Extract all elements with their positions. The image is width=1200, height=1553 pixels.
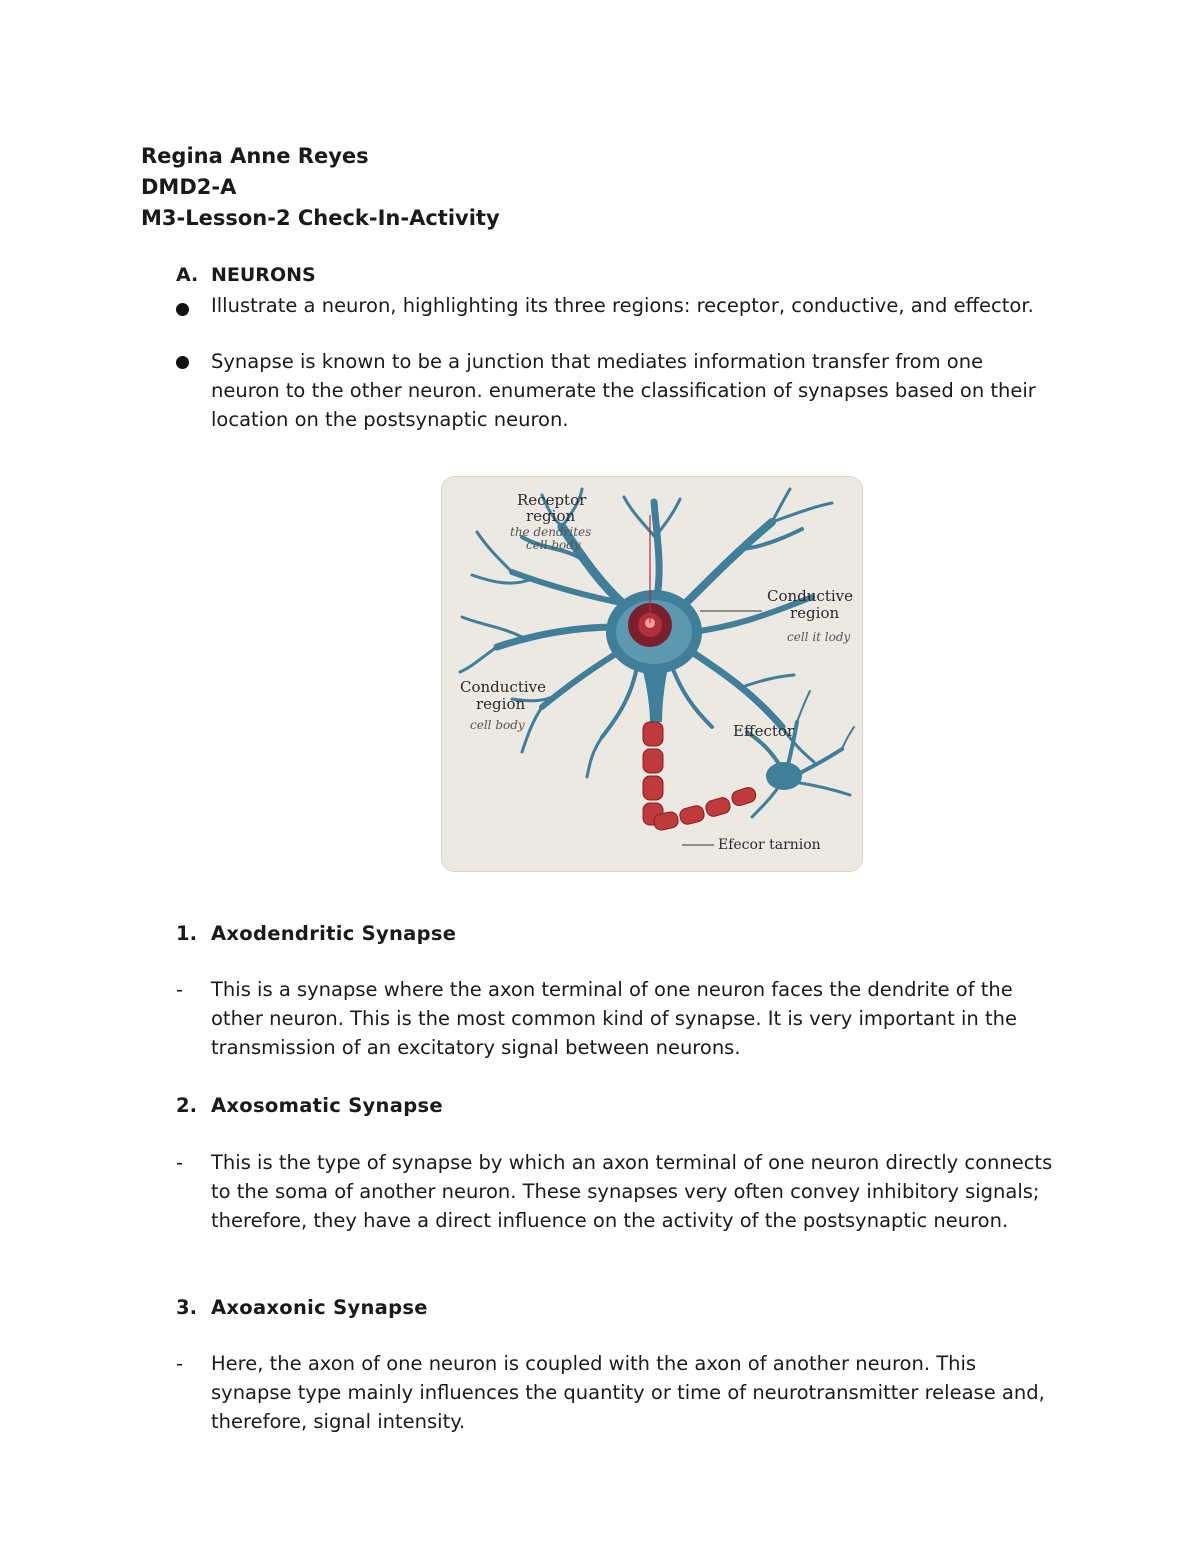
label-conductive-right-region: region (790, 604, 840, 622)
dash-marker: - (176, 1151, 184, 1174)
label-receptor: Receptor (517, 491, 587, 509)
bullet-text: Synapse is known to be a junction that mediates information transfer from one neuron to the other neuron. enumerate the classification of synapses based on their location on the postsynaptic neuron. (211, 350, 1036, 431)
neuron-illustration (441, 476, 863, 872)
section-a-heading (176, 264, 316, 286)
synapse-title: Axoaxonic Synapse (211, 1296, 428, 1319)
student-name: Regina Anne Reyes (141, 144, 369, 168)
synapse-description-text: Here, the axon of one neuron is coupled with the axon of another neuron. This synapse type mainly influences the quantity or time of neurotransmitter release and, therefore, signal intensity. (211, 1352, 1045, 1433)
synapse-title: Axodendritic Synapse (211, 922, 457, 945)
synapse-heading (176, 922, 1056, 945)
cell-body (606, 590, 702, 674)
bullet-icon (176, 303, 189, 316)
label-conductive-left: Conductive (460, 678, 547, 696)
synapse-heading (176, 1296, 1056, 1319)
section-a-title: NEURONS (211, 264, 316, 286)
section-a-label: A. (176, 264, 199, 286)
synapse-description (176, 975, 1056, 1062)
synapse-number: 2. (176, 1094, 197, 1117)
neuron-diagram (442, 477, 862, 871)
synapse-description (176, 1148, 1056, 1235)
dash-marker: - (176, 978, 184, 1001)
label-effector: Effector (733, 722, 795, 740)
label-receptor-sub-2: cell body (526, 538, 581, 552)
synapse-number: 1. (176, 922, 197, 945)
synapse-heading (176, 1094, 1056, 1117)
label-conductive-left-region: region (476, 695, 526, 713)
bullet-text: Illustrate a neuron, highlighting its three regions: receptor, conductive, and effector. (211, 294, 1034, 317)
dash-marker: - (176, 1352, 184, 1375)
synapse-description (176, 1349, 1056, 1436)
class-section: DMD2-A (141, 175, 237, 199)
label-conductive-right: Conductive (767, 587, 854, 605)
synapse-title: Axosomatic Synapse (211, 1094, 443, 1117)
synapse-description-text: This is the type of synapse by which an axon terminal of one neuron directly connects to the soma of another neuron. These synapses very often convey inhibitory signals; therefore, they have a direct influence on the activity of the postsynaptic neuron. (211, 1151, 1053, 1232)
label-receptor-sub: the dendrites (510, 525, 592, 539)
activity-title: M3-Lesson-2 Check-In-Activity (141, 206, 500, 230)
bullet-item (176, 294, 1056, 318)
bullet-icon (176, 356, 189, 369)
synapse-number: 3. (176, 1296, 197, 1319)
label-conductive-left-sub: cell body (470, 718, 525, 732)
bullet-item (176, 347, 1056, 434)
label-conductive-right-sub: cell it lody (787, 630, 851, 644)
label-effector-terminal: Efecor tarnion (718, 837, 821, 853)
label-receptor-region: region (526, 507, 576, 525)
synapse-description-text: This is a synapse where the axon terminal of one neuron faces the dendrite of the other neuron. This is the most common kind of synapse. It is very important in the transmission of an excitatory signal between neurons. (211, 978, 1017, 1059)
